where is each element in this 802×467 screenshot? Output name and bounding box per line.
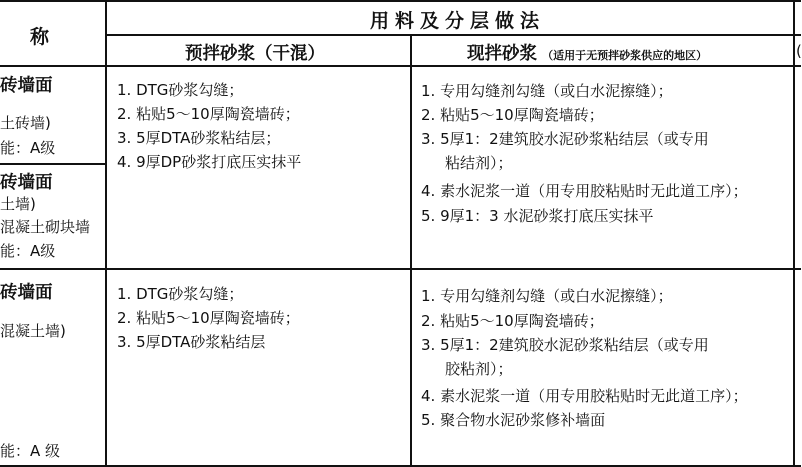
row1-site-step: 5. 9厚1：3 水泥砂浆打底压实抹平 (421, 207, 654, 225)
row1-dry-step: 2. 粘贴5～10厚陶瓷墙砖； (117, 105, 300, 123)
name-column-header: 称 (30, 26, 50, 48)
row1-site-step: 3. 5厚1：2建筑胶水泥砂浆粘结层（或专用 (421, 130, 709, 148)
row3-name-title: 砖墙面 (0, 283, 53, 303)
row1-site-step: 1. 专用勾缝剂勾缝（或白水泥擦缝）； (421, 82, 673, 100)
row3-site-step: 1. 专用勾缝剂勾缝（或白水泥擦缝）； (421, 287, 673, 305)
col-divider-right (793, 0, 795, 467)
site-mix-note: （适用于无预拌砂浆供应的地区） (542, 49, 708, 62)
row-divider-1 (0, 163, 106, 165)
row1-site-step-cont: 粘结剂）； (445, 154, 513, 172)
row3-site-step: 4. 素水泥浆一道（用专用胶粘贴时无此道工序）； (421, 387, 748, 405)
row2-name-line: 混凝土砌块墙 (0, 218, 91, 236)
row1-site-step: 2. 粘贴5～10厚陶瓷墙砖； (421, 106, 604, 124)
row3-site-step: 2. 粘贴5～10厚陶瓷墙砖； (421, 312, 604, 330)
site-mix-title: 现拌砂浆 (467, 44, 537, 64)
row3-dry-step: 2. 粘贴5～10厚陶瓷墙砖； (117, 309, 300, 327)
row1-name-line: 能：A级 (0, 139, 56, 157)
right-edge-fragment: ( (796, 42, 802, 60)
row3-site-step-cont: 胶粘剂）； (445, 360, 513, 378)
col-divider-mid (410, 35, 412, 467)
site-mix-column-header (467, 40, 707, 65)
row3-name-line: 混凝土墙) (0, 322, 66, 340)
row3-dry-step: 1. DTG砂浆勾缝； (117, 285, 244, 303)
col-divider-name (105, 0, 107, 467)
row1-dry-step: 4. 9厚DP砂浆打底压实抹平 (117, 153, 302, 171)
dry-mix-column-header: 预拌砂浆（干混） (185, 44, 325, 64)
row3-site-step: 5. 聚合物水泥砂浆修补墙面 (421, 411, 606, 429)
header-divider (106, 34, 801, 36)
row1-site-step: 4. 素水泥浆一道（用专用胶粘贴时无此道工序）； (421, 182, 748, 200)
row3-site-step: 3. 5厚1：2建筑胶水泥砂浆粘结层（或专用 (421, 336, 709, 354)
row1-name-title: 砖墙面 (0, 76, 53, 96)
main-title: 用料及分层做法 (370, 10, 546, 32)
row1-name-line: 土砖墙) (0, 114, 51, 132)
row2-name-line: 能：A级 (0, 242, 56, 260)
header-bottom-border (0, 65, 801, 67)
row-divider-2 (0, 268, 801, 270)
row3-dry-step: 3. 5厚DTA砂浆粘结层 (117, 333, 266, 351)
row3-name-line: 能：A 级 (0, 442, 61, 460)
row1-dry-step: 1. DTG砂浆勾缝； (117, 81, 244, 99)
row2-name-line: 土墙) (0, 195, 36, 213)
row2-name-title: 砖墙面 (0, 173, 53, 193)
table-top-border (0, 0, 801, 2)
row1-dry-step: 3. 5厚DTA砂浆粘结层； (117, 129, 281, 147)
